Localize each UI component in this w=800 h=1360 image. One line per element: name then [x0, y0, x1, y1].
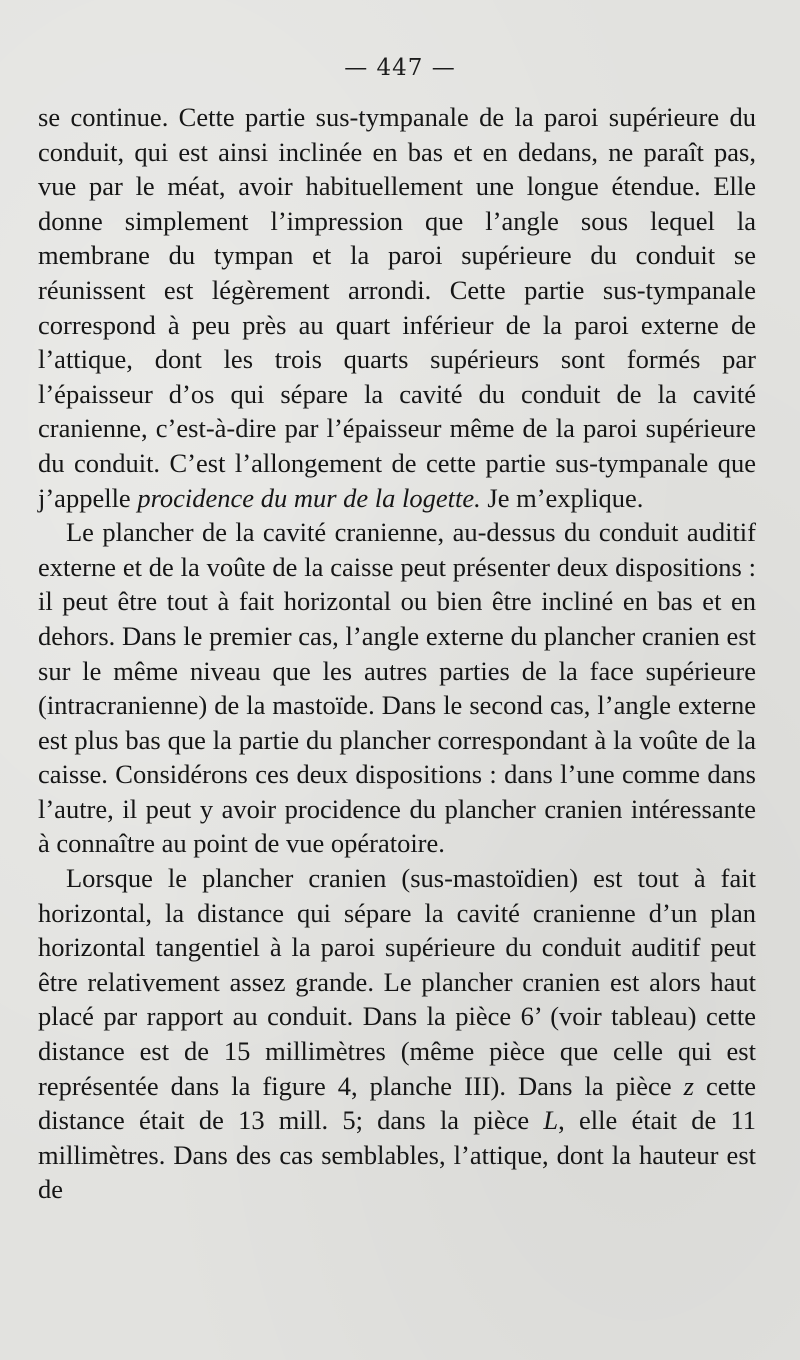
paragraph-3-text-b: cette distance était de 13 mill. 5; dans la pièce	[38, 1070, 756, 1136]
paragraph-3-italic-z: z	[683, 1070, 694, 1101]
paragraph-1	[38, 100, 756, 515]
paragraph-2: Le plancher de la cavité cranienne, au-dessus du conduit auditif externe et de la voûte de la caisse peut présenter deux dispositions : il peut être tout à fait horizontal ou bien être incliné en bas et en dehors. Dans le premier cas, l’angle externe du plancher cranien est sur le même niveau que les autres parties de la face supérieure (intracranienne) de la mastoïde. Dans le second cas, l’angle externe est plus bas que la partie du plancher correspondant à la voûte de la caisse. Considérons ces deux dispositions : dans l’une comme dans l’autre, il peut y avoir procidence du plancher cranien intéressante à connaître au point de vue opératoire.	[38, 517, 756, 859]
paragraph-1-end: Je m’explique.	[480, 482, 644, 513]
paragraph-3-text: Lorsque le plancher cranien (sus-mastoïdien) est tout à fait horizontal, la distance qui sépare la cavité cranienne d’un plan horizontal tangentiel à la paroi supérieure du conduit auditif peut être relativement assez grande. Le plancher cranien est alors haut placé par rapport au conduit. Dans la pièce 6’ (voir tableau) cette distance est de 15 millimètres (même pièce que celle qui est représentée dans la figure 4, planche III). Dans la pièce	[38, 863, 756, 1101]
paragraph-3-italic-L: L	[543, 1105, 559, 1136]
paragraph-1-text: se continue. Cette partie sus-tympanale de la paroi supérieure du conduit, qui est ainsi inclinée en bas et en dedans, ne paraît pas, vue par le méat, avoir habituellement une longue étendue. Elle donne simplement l’impression que l’angle sous lequel la membrane du tympan et la paroi supérieure du conduit se réunissent est légèrement arrondi. Cette partie sus-tympanale correspond à peu près au quart inférieur de la paroi externe de l’attique, dont les trois quarts supérieurs sont formés par l’épaisseur d’os qui sépare la cavité du conduit de la cavité cranienne, c’est-à-dire par l’épaisseur même de la paroi supérieure du conduit. C’est l’allongement de cette partie sus-tympanale que j’appelle	[38, 102, 756, 513]
page-number: — 447 —	[344, 55, 456, 81]
paragraph-3	[38, 861, 756, 1207]
paragraph-1-italic-term: procidence du mur de la logette.	[137, 482, 481, 513]
body-text	[38, 100, 756, 1207]
paragraph-3-text-c: , elle était de 11 millimètres. Dans des cas semblables, l’attique, dont la hauteur est de	[38, 1105, 757, 1205]
